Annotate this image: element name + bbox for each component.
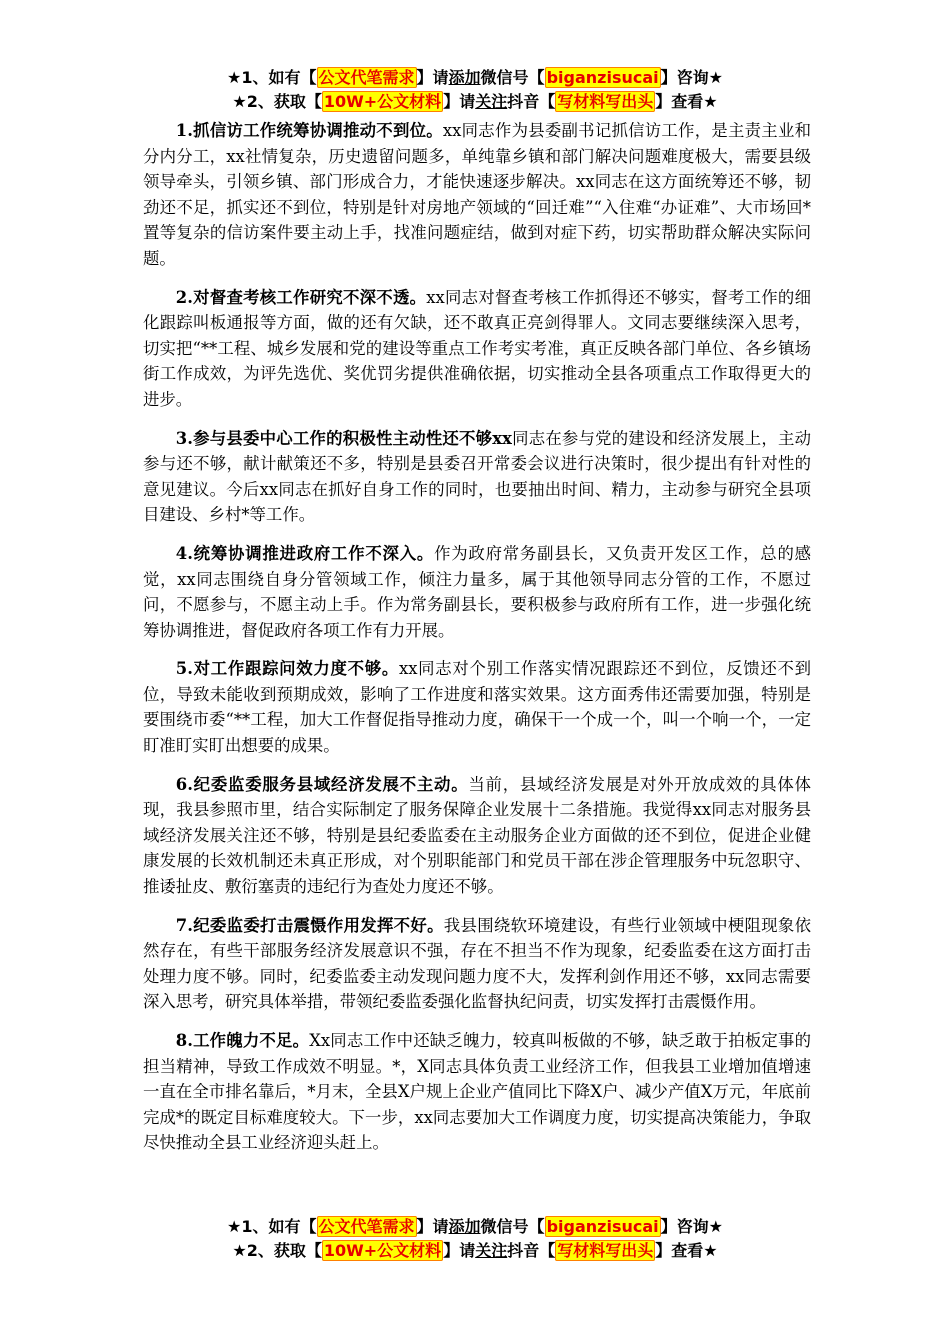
paragraph-text: Xx同志工作中还缺乏魄力，较真叫板做的不够，缺乏敢于拍板定事的担当精神，导致工作成效不明显。*，X同志具体负责工业经济工作，但我县工业增加值增速一直在全市排名靠后，*月末，全县X户规上企业产值同比下降X户、减少产值X万元，年底前完成*的既定目标难度较大。下一步，xx同志要加大工作调度力度，切实提高决策能力，争取尽快推动全县工业经济迎头赶上。 — [143, 1031, 811, 1153]
promo-highlight: 10W+公文材料 — [323, 92, 442, 111]
promo-text: ★1、如有【 — [227, 68, 317, 87]
promo-banner-bottom — [0, 1215, 950, 1263]
promo-text: 抖音【 — [507, 1241, 556, 1260]
promo-highlight: 公文代笔需求 — [318, 1217, 415, 1236]
paragraph-text: xx同志对个别工作落实情况跟踪还不到位，反馈还不到位，导致未能收到预期成效，影响了工作进度和落实效果。这方面秀伟还需要加强，特别是要围绕市委“**工程，加大工作督促指导推动力度，确保干一个成一个，叫一个响一个，一定盯准盯实盯出想要的成果。 — [143, 659, 811, 756]
paragraph-text: 我县围绕软环境建设，有些行业领域中梗阻现象依然存在，有些干部服务经济发展意识不强，存在不担当不作为现象，纪委监委在这方面打击处理力度不够。同时，纪委监委主动发现问题力度不大，发挥利剑作用还不够，xx同志需要深入思考，研究具体举措，带领纪委监委强化监督执纪问责，切实发挥打击震慑作用。 — [143, 915, 811, 1012]
paragraph-heading: 6.纪委监委服务县域经济发展不主动。 — [175, 774, 469, 794]
promo-text: 】请 — [443, 1241, 476, 1260]
promo-underline-text: 添加 — [448, 68, 481, 87]
paragraph-text: 当前，县域经济发展是对外开放成效的具体体现，我县参照市里，结合实际制定了服务保障企业发展十二条措施。我觉得xx同志对服务县域经济发展关注还不够，特别是县纪委监委在主动服务企业方面做的还不到位，促进企业健康发展的长效机制还未真正形成，对个别职能部门和党员干部在涉企管理服务中玩忽职守、推诿扯皮、敷衍塞责的违纪行为查处力度还不够。 — [143, 774, 811, 897]
paragraph-heading: 2.对督查考核工作研究不深不透。 — [175, 287, 427, 307]
promo-highlight-douyin: 写材料写出头 — [557, 92, 654, 111]
paragraph-6 — [143, 772, 811, 900]
promo-line-2 — [0, 1239, 950, 1263]
promo-banner-top — [0, 66, 950, 114]
document-body — [143, 118, 811, 1169]
promo-highlight-wechat-id: biganzisucai — [546, 68, 659, 87]
promo-underline-text: 关注 — [475, 1241, 508, 1260]
promo-text: ★2、获取【 — [232, 1241, 322, 1260]
promo-line-1 — [0, 66, 950, 90]
paragraph-text: 同志在参与党的建设和经济发展上，主动参与还不够，献计献策还不多，特别是县委召开常委会议进行决策时，很少提出有针对性的意见建议。今后xx同志在抓好自身工作的同时，也要抽出时间、精力，主动参与研究全县项目建设、乡村*等工作。 — [143, 428, 812, 525]
paragraph-8 — [143, 1028, 811, 1156]
promo-text: ★1、如有【 — [227, 1217, 317, 1236]
promo-text: 】请 — [416, 68, 449, 87]
promo-text: ★2、获取【 — [232, 92, 322, 111]
paragraph-7 — [143, 913, 811, 1015]
promo-highlight-douyin: 写材料写出头 — [557, 1241, 654, 1260]
promo-line-1 — [0, 1215, 950, 1239]
promo-underline-text: 关注 — [475, 92, 508, 111]
paragraph-4 — [143, 541, 811, 643]
paragraph-heading: 3.参与县委中心工作的积极性主动性还不够xx — [175, 428, 512, 448]
paragraph-heading: 7.纪委监委打击震慑作用发挥不好。 — [175, 915, 444, 935]
promo-text: 】请 — [443, 92, 476, 111]
promo-text: 抖音【 — [507, 92, 556, 111]
promo-text: 】查看★ — [655, 1241, 718, 1260]
paragraph-heading: 1.抓信访工作统筹协调推动不到位。 — [175, 121, 443, 140]
promo-underline-text: 添加 — [448, 1217, 481, 1236]
promo-text: 】咨询★ — [660, 1217, 723, 1236]
paragraph-5 — [143, 656, 811, 758]
paragraph-heading: 5.对工作跟踪问效力度不够。 — [175, 659, 399, 679]
paragraph-heading: 8.工作魄力不足。 — [175, 1031, 310, 1050]
paragraph-3 — [143, 426, 811, 528]
promo-text: 微信号【 — [480, 68, 545, 87]
paragraph-2 — [143, 285, 811, 413]
promo-highlight-wechat-id: biganzisucai — [546, 1217, 659, 1236]
promo-highlight: 10W+公文材料 — [323, 1241, 442, 1260]
promo-text: 微信号【 — [480, 1217, 545, 1236]
paragraph-text: xx同志作为县委副书记抓信访工作，是主责主业和分内分工，xx社情复杂，历史遗留问题多，单纯靠乡镇和部门解决问题难度极大，需要县级领导牵头，引领乡镇、部门形成合力，才能快速逐步解决。xx同志在这方面统筹还不够，韧劲还不足，抓实还不到位，特别是针对房地产领域的“回迁难”“入住难“办证难”、大市场回*置等复杂的信访案件要主动上手，找准问题症结，做到对症下药，切实帮助群众解决实际问题。 — [143, 121, 811, 268]
paragraph-text: xx同志对督查考核工作抓得还不够实，督考工作的细化跟踪叫板通报等方面，做的还有欠缺，还不敢真正亮剑得罪人。文同志要继续深入思考，切实把“**工程、城乡发展和党的建设等重点工作考实考准，真正反映各部门单位、各乡镇场街工作成效，为评先选优、奖优罚劣提供准确依据，切实推动全县各项重点工作取得更大的进步。 — [143, 287, 811, 409]
paragraph-text: 作为政府常务副县长，又负责开发区工作，总的感觉，xx同志围绕自身分管领域工作，倾注力量多，属于其他领导同志分管的工作，不愿过问，不愿参与，不愿主动上手。作为常务副县长，要积极参与政府所有工作，进一步强化统筹协调推进，督促政府各项工作有力开展。 — [143, 543, 811, 640]
promo-text: 】咨询★ — [660, 68, 723, 87]
paragraph-1 — [143, 118, 811, 272]
paragraph-heading: 4.统筹协调推进政府工作不深入。 — [175, 543, 435, 563]
promo-text: 】查看★ — [655, 92, 718, 111]
promo-text: 】请 — [416, 1217, 449, 1236]
promo-line-2 — [0, 90, 950, 114]
promo-highlight: 公文代笔需求 — [318, 68, 415, 87]
